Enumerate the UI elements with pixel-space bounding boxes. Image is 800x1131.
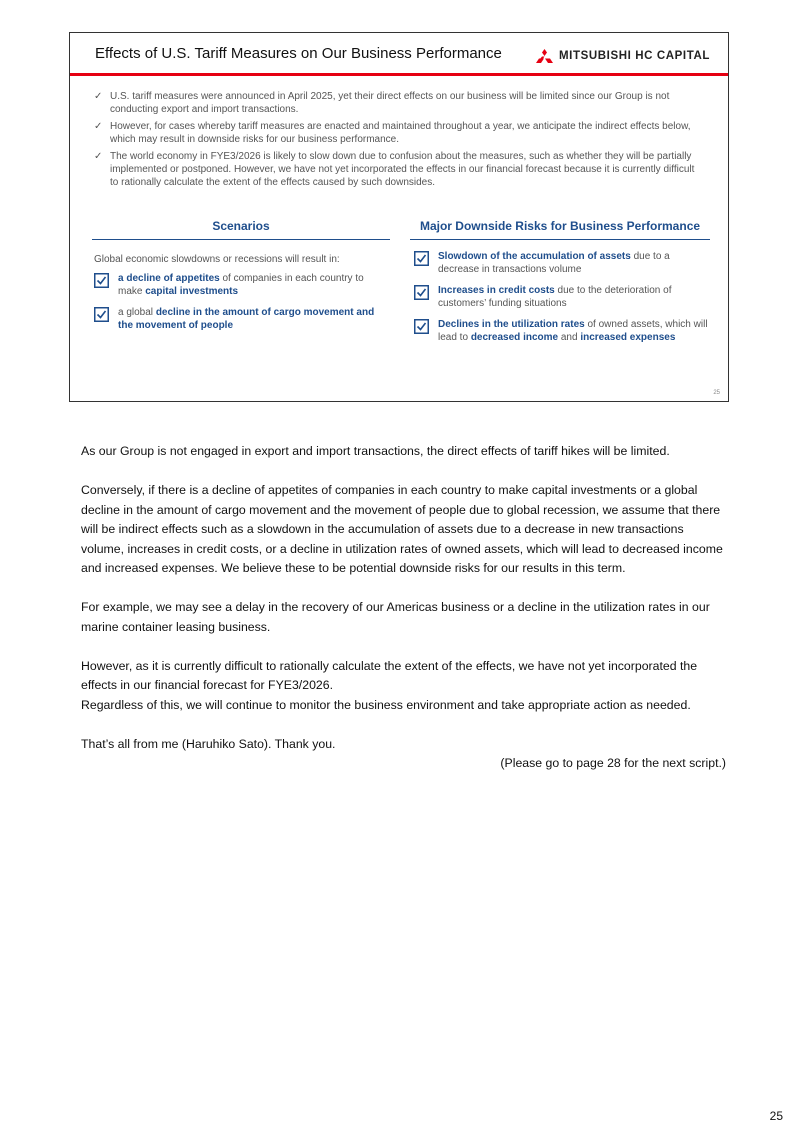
next-script-note: (Please go to page 28 for the next script.) <box>500 756 726 770</box>
check-icon: ✓ <box>94 91 103 102</box>
scenarios-list <box>94 273 384 341</box>
slide-page-number: 25 <box>713 390 720 396</box>
scenario-item: a global decline in the amount of cargo movement and the movement of people <box>94 307 384 332</box>
key-points-list <box>94 91 704 194</box>
risk-item: Declines in the utilization rates of owned assets, which will lead to decreased income and increased expenses <box>414 319 709 344</box>
title-divider <box>70 73 728 76</box>
paragraph: As our Group is not engaged in export and import transactions, the direct effects of tariff hikes will be limited. <box>81 444 670 458</box>
page-number: 25 <box>769 1109 783 1123</box>
list-item: ✓ The world economy in FYE3/2026 is likely to slow down due to confusion about the measures, such as whether they will be partially implemented or postponed. However, we have not yet incorporated the effects in our financial forecast because it is currently difficult to rationally calculate the extent of the effects caused by such downsides. <box>94 151 695 188</box>
scenario-item: a decline of appetites of companies in each country to make capital investments <box>94 273 384 298</box>
scenarios-heading: Scenarios <box>92 219 390 240</box>
risks-list <box>414 251 709 353</box>
checkbox-icon <box>94 307 109 322</box>
paragraph: That’s all from me (Haruhiko Sato). Thank you. <box>81 736 336 751</box>
risk-item: Slowdown of the accumulation of assets due to a decrease in transactions volume <box>414 251 709 276</box>
risk-item: Increases in credit costs due to the deterioration of customers’ funding situations <box>414 285 709 310</box>
paragraph: Regardless of this, we will continue to monitor the business environment and take appropriate action as needed. <box>81 697 691 712</box>
checkbox-icon <box>94 273 109 288</box>
script-text <box>81 442 726 793</box>
risks-heading: Major Downside Risks for Business Performance <box>410 219 710 240</box>
paragraph: For example, we may see a delay in the recovery of our Americas business or a decline in the utilization rates in our marine container leasing business. <box>81 600 710 634</box>
company-logo <box>536 49 710 63</box>
scenarios-intro: Global economic slowdowns or recessions will result in: <box>94 254 340 265</box>
slide-panel <box>69 32 729 402</box>
list-item: ✓ However, for cases whereby tariff measures are enacted and maintained throughout a year, we anticipate the indirect effects below, which may result in downside risks for our business performance. <box>94 121 691 145</box>
slide-title: Effects of U.S. Tariff Measures on Our Business Performance <box>95 45 502 62</box>
list-item: ✓ U.S. tariff measures were announced in April 2025, yet their direct effects on our business will be limited since our Group is not conducting export and import transactions. <box>94 91 670 115</box>
check-icon: ✓ <box>94 151 103 163</box>
paragraph: Conversely, if there is a decline of appetites of companies in each country to make capital investments or a global decline in the amount of cargo movement and the movement of people due to global recession, we assume that there will be indirect effects such as a slowdown in the accumulation of assets due to a decrease in new transactions volume, increases in credit costs, or a decline in utilization rates of owned assets, which will lead to decreased income and increased expenses. We believe these to be potential downside risks for our results in this term. <box>81 483 723 575</box>
checkbox-icon <box>414 251 429 266</box>
check-icon: ✓ <box>94 121 103 133</box>
checkbox-icon <box>414 285 429 300</box>
paragraph: However, as it is currently difficult to rationally calculate the extent of the effects, we have not yet incorporated the effects in our financial forecast for FYE3/2026. <box>81 658 698 692</box>
checkbox-icon <box>414 319 429 334</box>
logo-text: MITSUBISHI HC CAPITAL <box>558 50 710 62</box>
three-diamonds-icon <box>536 49 553 63</box>
